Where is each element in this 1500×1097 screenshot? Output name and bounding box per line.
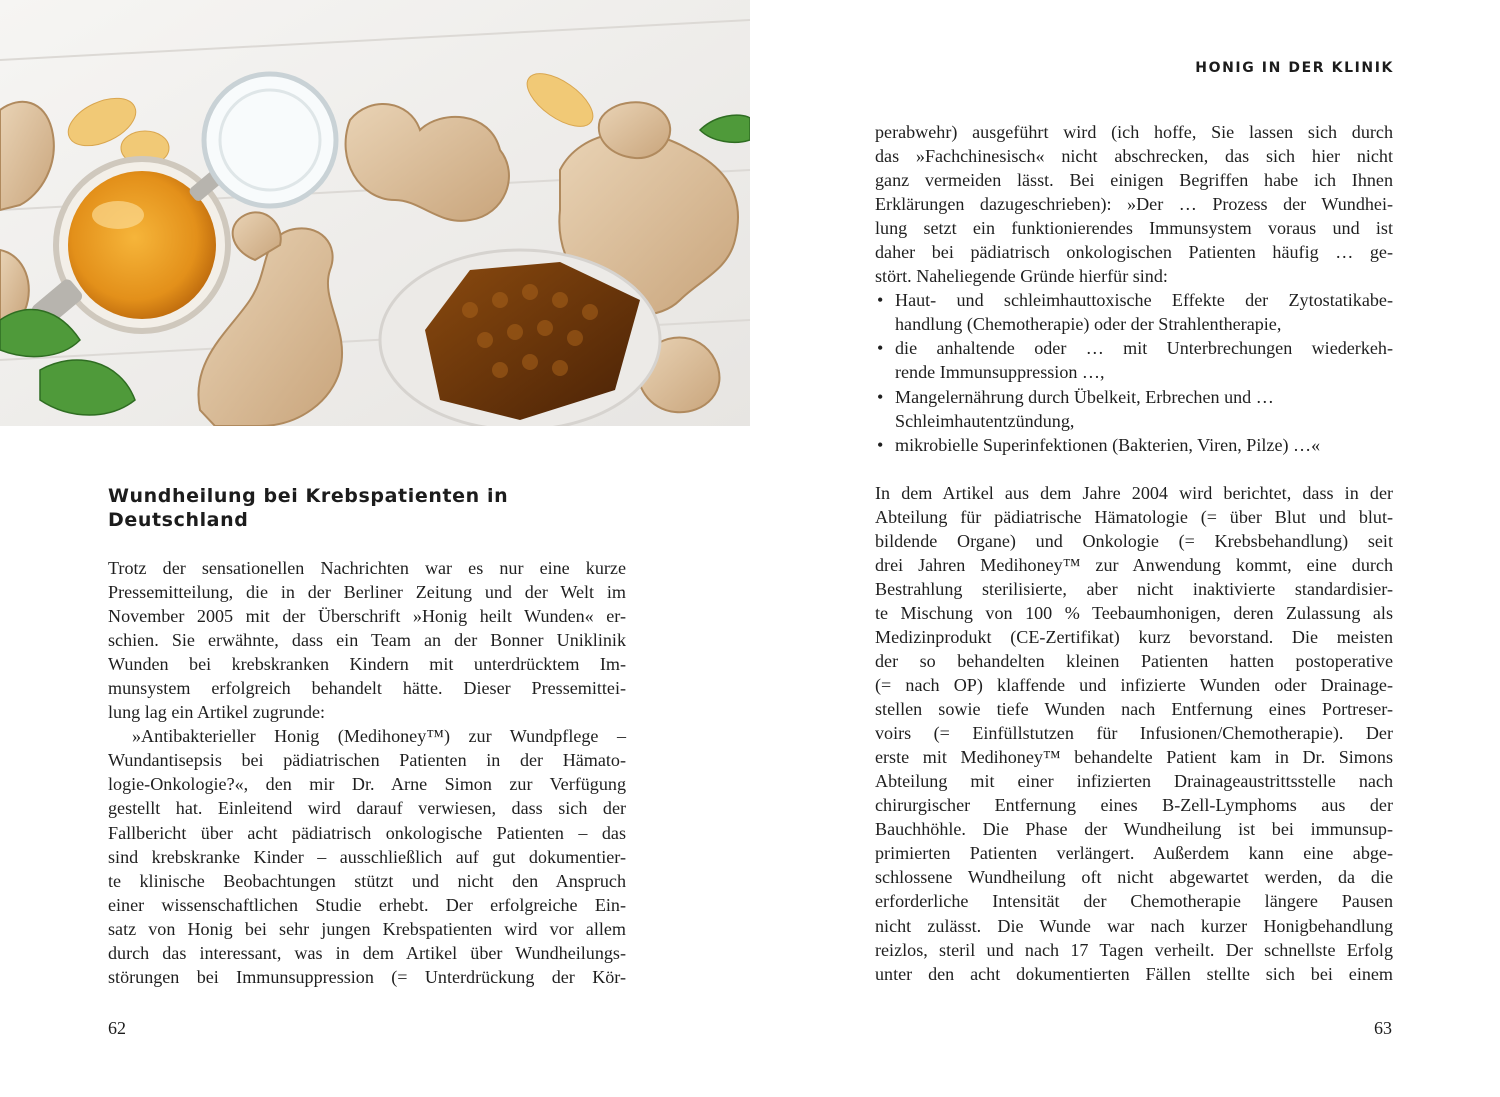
text-line: daher bei pädiatrisch onkologischen Patienten häufig … ge- (875, 242, 1393, 263)
text-line: te klinische Beobachtungen stützt und nicht den Anspruch (108, 870, 626, 891)
honeycomb-icon (380, 250, 660, 426)
heading-line: Deutschland (108, 509, 249, 531)
text-line: voirs (= Einfüllstutzen für Infusionen/Chemotherapie). Der (875, 723, 1393, 744)
text-line: unter den acht dokumentierten Fällen stellte sich bei einem (875, 963, 1393, 984)
text-line: schien. Sie erwähnte, dass ein Team an der Bonner Uniklinik (108, 630, 626, 651)
text-line: Schleimhautentzündung, (895, 410, 1075, 431)
right-body-text (875, 120, 1393, 986)
text-line: ganz vermeiden lässt. Bei einigen Begriffen habe ich Ihnen (875, 170, 1393, 191)
text-line: chirurgischer Entfernung eines B-Zell-Lymphoms aus der (875, 795, 1393, 816)
text-line: stört. Naheliegende Gründe hierfür sind: (875, 266, 1168, 287)
text-line: Wunden bei krebskranken Kindern mit unterdrücktem Im- (108, 654, 626, 675)
text-line: Pressemitteilung, die in der Berliner Zeitung und der Welt im (108, 582, 626, 603)
text-line: gestellt hat. Einleitend wird darauf verwiesen, dass sich der (108, 798, 626, 819)
text-line: handlung (Chemotherapie) oder der Strahlentherapie, (895, 314, 1282, 335)
running-header: HONIG IN DER KLINIK (1195, 60, 1394, 76)
text-line: • mikrobielle Superinfektionen (Bakterien, Viren, Pilze) …« (895, 434, 1321, 455)
left-body-text (108, 556, 626, 989)
text-line: bildende Organe) und Onkologie (= Krebsbehandlung) seit (875, 530, 1393, 551)
text-line: In dem Artikel aus dem Jahre 2004 wird berichtet, dass in der (875, 482, 1393, 503)
page-number: 63 (1374, 1018, 1392, 1038)
text-line: lung setzt ein funktionierendes Immunsystem voraus und ist (875, 218, 1393, 239)
paragraph-gap (875, 457, 1393, 481)
list-item (875, 385, 1393, 433)
text-line: (= nach OP) klaffende und infizierte Wunden oder Drainage- (875, 675, 1393, 696)
text-line: rende Immunsuppression …, (895, 362, 1105, 383)
text-line: sind krebskranke Kinder – ausschließlich auf gut dokumentier- (108, 846, 626, 867)
text-line: das »Fachchinesisch« nicht abschrecken, das sich hier nicht (875, 146, 1393, 167)
text-line: Erklärungen dazugeschrieben): »Der … Prozess der Wundhei- (875, 194, 1393, 215)
paragraph (108, 556, 626, 724)
text-line: logie-Onkologie?«, den mir Dr. Arne Simon zur Verfügung (108, 774, 626, 795)
glass-lid-icon (204, 74, 336, 206)
text-line: • die anhaltende oder … mit Unterbrechungen wiederkeh- (895, 338, 1393, 359)
text-line: satz von Honig bei sehr jungen Krebspatienten wird vor allem (108, 918, 626, 939)
text-line: einer wissenschaftlichen Studie erhebt. Der erfolgreiche Ein- (108, 894, 626, 915)
text-line: Trotz der sensationellen Nachrichten war es nur eine kurze (108, 558, 626, 578)
paragraph (875, 120, 1393, 288)
list-item (875, 288, 1393, 336)
text-line: reizlos, steril und nach 17 Tagen verheilt. Der schnellste Erfolg (875, 939, 1393, 960)
text-line: nicht zulässt. Die Wunde war nach kurzer Honigbehandlung (875, 915, 1393, 936)
text-line: • Haut- und schleimhauttoxische Effekte der Zytostatikabe- (895, 290, 1393, 311)
text-line: störungen bei Immunsuppression (= Unterdrückung der Kör- (108, 966, 626, 987)
text-line: lung lag ein Artikel zugrunde: (108, 702, 326, 723)
paragraph (875, 481, 1393, 986)
text-line: Abteilung mit einer infizierten Drainageaustrittsstelle nach (875, 771, 1393, 792)
text-line: Fallbericht über acht pädiatrisch onkologische Patienten – das (108, 822, 626, 843)
text-line: Bauchhöhle. Die Phase der Wundheilung ist bei immunsup- (875, 819, 1393, 840)
right-page (750, 0, 1500, 1097)
text-line: November 2005 mit der Überschrift »Honig heilt Wunden« er- (108, 606, 626, 627)
text-line: Abteilung für pädiatrische Hämatologie (= über Blut und blut- (875, 506, 1393, 527)
text-line: te Mischung von 100 % Teebaumhonigen, deren Zulassung als (875, 602, 1393, 623)
section-heading (108, 484, 648, 532)
list-item (875, 433, 1393, 457)
text-line: Wundantisepsis bei pädiatrischen Patienten in der Hämato- (108, 750, 626, 771)
text-line: primierten Patienten verlängert. Außerdem kann eine abge- (875, 843, 1393, 864)
text-line: der so behandelten kleinen Patienten hatten postoperative (875, 650, 1393, 671)
list-item (875, 336, 1393, 384)
text-line: • Mangelernährung durch Übelkeit, Erbrechen und … (895, 386, 1274, 407)
bullet-list (875, 288, 1393, 456)
text-line: stellen sowie tiefe Wunden nach Entfernung eines Portreser- (875, 699, 1393, 720)
text-line: erforderliche Intensität der Chemotherapie längere Pausen (875, 891, 1393, 912)
text-line: durch das interessant, was in dem Artikel über Wundheilungs- (108, 942, 626, 963)
text-line: erste mit Medihoney™ behandelte Patient kam in Dr. Simons (875, 747, 1393, 768)
heading-line: Wundheilung bei Krebspatienten in (108, 485, 509, 507)
text-line: perabwehr) ausgeführt wird (ich hoffe, Sie lassen sich durch (875, 122, 1393, 142)
text-line: schlossene Wundheilung oft nicht abgewartet werden, da die (875, 867, 1393, 888)
page-number: 62 (108, 1018, 126, 1038)
text-line: Medizinprodukt (CE-Zertifikat) kurz bevorstand. Die meisten (875, 626, 1393, 647)
photo-honey-ginger (0, 0, 750, 426)
text-line: Bestrahlung sterilisierte, aber nicht inaktivierte standardisier- (875, 578, 1393, 599)
text-line: munsystem erfolgreich behandelt hätte. Dieser Pressemittei- (108, 678, 626, 699)
text-line: drei Jahren Medihoney™ zur Anwendung kommt, eine durch (875, 554, 1393, 575)
paragraph (108, 724, 626, 989)
text-line: »Antibakterieller Honig (Medihoney™) zur Wundpflege – (132, 726, 626, 747)
